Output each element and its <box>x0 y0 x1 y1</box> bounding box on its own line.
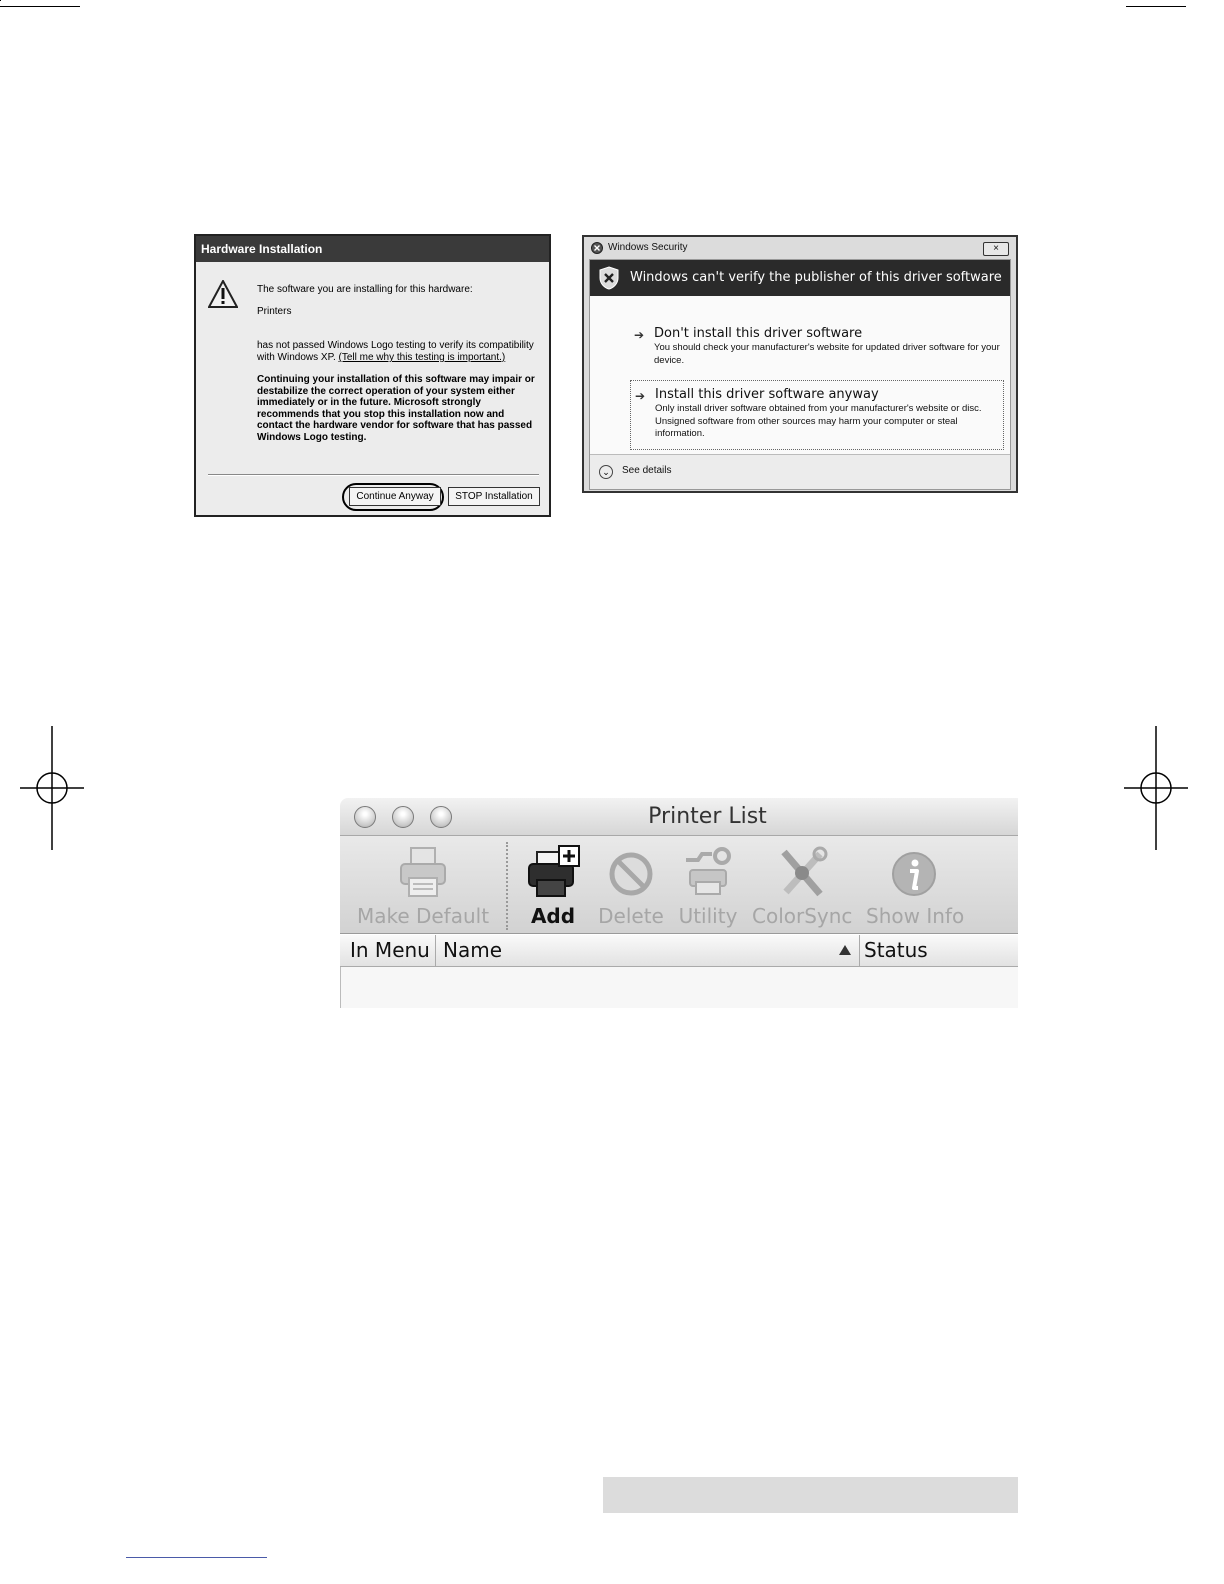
option-title: Don't install this driver software <box>654 326 863 341</box>
colorsync-label: ColorSync <box>752 904 853 928</box>
title-bar <box>584 237 1016 259</box>
crop-mark-top-left-vertical <box>0 0 1 1</box>
crop-mark-top-left <box>0 6 80 7</box>
warning-header <box>590 260 1010 296</box>
column-name[interactable] <box>436 935 860 966</box>
windows-security-dialog <box>582 235 1018 493</box>
crop-mark-top-right <box>1126 6 1186 7</box>
dialog-footer <box>590 454 1010 489</box>
device-name: Printers <box>257 306 292 317</box>
security-icon <box>591 242 603 254</box>
install-anyway-option[interactable] <box>630 380 1004 450</box>
logo-testing-text <box>257 340 537 364</box>
colorsync-button[interactable] <box>752 844 852 928</box>
divider <box>208 474 539 476</box>
utility-icon <box>680 844 736 900</box>
delete-button[interactable] <box>598 844 664 928</box>
continue-anyway-button[interactable]: Continue Anyway <box>349 487 441 506</box>
add-button[interactable] <box>524 844 582 928</box>
window-title: Printer List <box>648 804 767 829</box>
stop-installation-button[interactable]: STOP Installation <box>448 487 540 506</box>
dialog-body <box>589 259 1011 490</box>
column-in-menu[interactable]: In Menu <box>340 935 436 966</box>
make-default-label: Make Default <box>356 904 490 928</box>
printer-icon <box>395 844 451 900</box>
utility-button[interactable] <box>676 844 740 928</box>
footer-rule <box>126 1557 267 1558</box>
warning-icon <box>208 280 238 308</box>
logo-testing-link[interactable]: (Tell me why this testing is important.) <box>338 352 506 363</box>
intro-text: The software you are installing for this hardware: <box>257 284 473 295</box>
column-name-label: Name <box>443 938 503 962</box>
shield-x-icon <box>598 266 620 290</box>
make-default-button[interactable] <box>354 844 492 928</box>
option-title: Install this driver software anyway <box>655 387 879 402</box>
utility-label: Utility <box>678 904 738 928</box>
footer-bar <box>603 1477 1018 1513</box>
delete-label: Delete <box>598 904 664 928</box>
warning-heading: Windows can't verify the publisher of this driver software <box>630 270 1002 285</box>
dialog-title: Hardware Installation <box>196 236 549 262</box>
arrow-right-icon: ➔ <box>635 389 646 403</box>
show-info-label: Show Info <box>866 904 965 928</box>
colorsync-icon <box>774 844 830 900</box>
column-status[interactable]: Status <box>864 938 928 962</box>
logo-testing-sentence: has not passed Windows Logo testing to verify its compatibility with Windows XP. <box>257 340 534 363</box>
registration-mark-right <box>1124 726 1188 850</box>
registration-mark-left <box>20 726 84 850</box>
sort-ascending-icon <box>839 945 851 955</box>
dialog-title: Windows Security <box>608 242 688 253</box>
title-bar <box>340 798 1018 836</box>
option-description: Only install driver software obtained from your manufacturer's website or disc. Unsigned software from other sources may harm your computer or steal information. <box>655 403 982 439</box>
arrow-right-icon: ➔ <box>634 328 645 342</box>
add-printer-icon <box>525 844 581 900</box>
table-header <box>340 935 1018 967</box>
warning-text: Continuing your installation of this software may impair or destabilize the correct operation of your system either immediately or in the future. Microsoft strongly recommends that you stop this installation now and contact the hardware vendor for software that has passed Windows Logo testing. <box>257 374 535 443</box>
delete-icon <box>603 844 659 900</box>
show-info-button[interactable] <box>866 844 965 928</box>
chevron-down-icon[interactable]: ⌄ <box>599 465 613 479</box>
hardware-installation-dialog <box>194 234 551 517</box>
add-label: Add <box>530 904 576 928</box>
toolbar <box>340 836 1018 934</box>
see-details-link[interactable]: See details <box>622 465 672 476</box>
dont-install-option[interactable] <box>634 326 1006 367</box>
option-description: You should check your manufacturer's website for updated driver software for your device. <box>654 342 1000 366</box>
printer-table-body[interactable] <box>340 967 1018 1008</box>
close-button[interactable]: × <box>983 242 1009 256</box>
info-icon <box>886 844 942 900</box>
toolbar-separator <box>506 842 508 930</box>
printer-list-window <box>340 798 1018 1008</box>
